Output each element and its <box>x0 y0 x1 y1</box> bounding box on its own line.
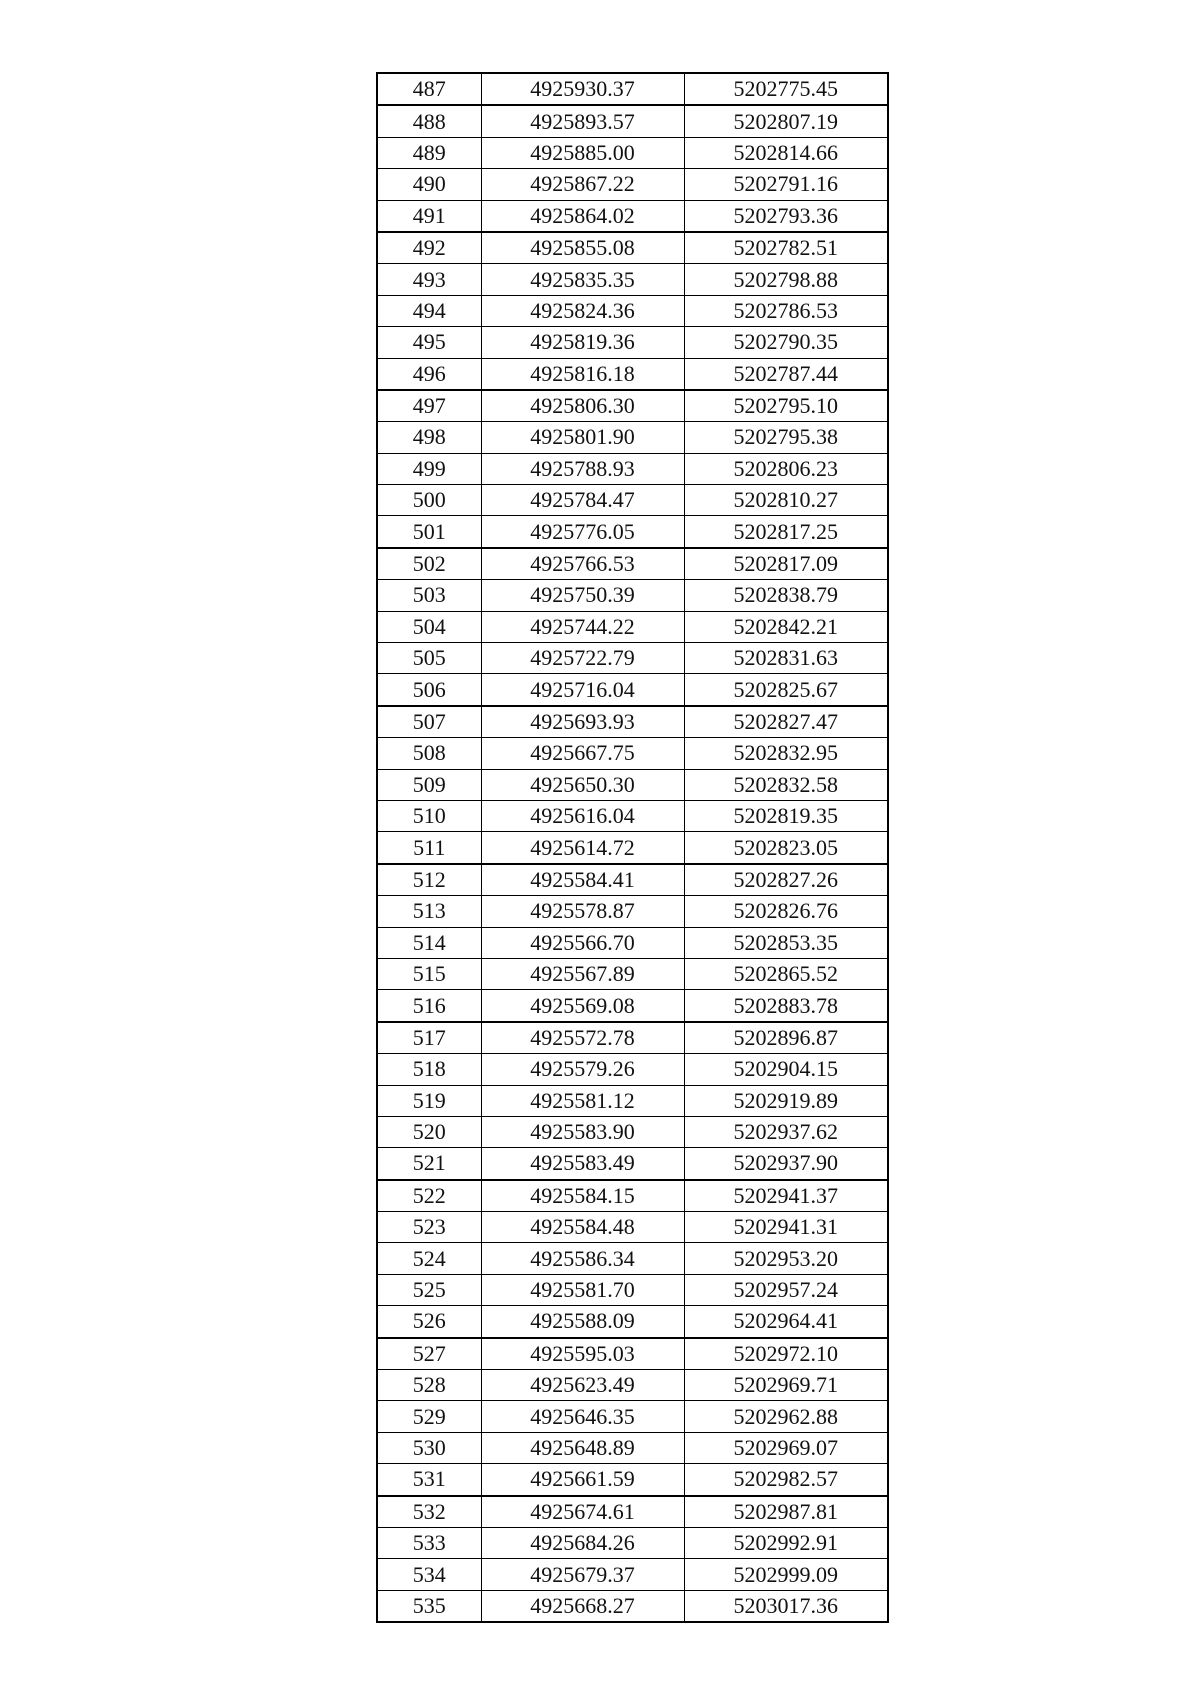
point-number-cell: 487 <box>377 73 481 105</box>
x-coordinate-cell: 4925930.37 <box>481 73 684 105</box>
point-number-cell: 515 <box>377 958 481 989</box>
x-coordinate-cell: 4925824.36 <box>481 295 684 326</box>
x-coordinate-cell: 4925584.41 <box>481 864 684 896</box>
table-row <box>377 769 888 800</box>
y-coordinate-cell: 5202823.05 <box>684 832 888 864</box>
y-coordinate-cell: 5202842.21 <box>684 611 888 642</box>
table-row <box>377 1054 888 1085</box>
table-row <box>377 358 888 390</box>
x-coordinate-cell: 4925816.18 <box>481 358 684 390</box>
point-number-cell: 491 <box>377 200 481 232</box>
table-row <box>377 1496 888 1528</box>
table-row <box>377 453 888 484</box>
x-coordinate-cell: 4925806.30 <box>481 390 684 422</box>
table-row <box>377 548 888 580</box>
y-coordinate-cell: 5202838.79 <box>684 580 888 611</box>
x-coordinate-cell: 4925646.35 <box>481 1401 684 1432</box>
x-coordinate-cell: 4925722.79 <box>481 643 684 674</box>
x-coordinate-cell: 4925661.59 <box>481 1464 684 1496</box>
x-coordinate-cell: 4925674.61 <box>481 1496 684 1528</box>
coordinate-table <box>376 72 889 1623</box>
table-row <box>377 1559 888 1590</box>
y-coordinate-cell: 5203017.36 <box>684 1590 888 1622</box>
y-coordinate-cell: 5202999.09 <box>684 1559 888 1590</box>
table-row <box>377 927 888 958</box>
x-coordinate-cell: 4925667.75 <box>481 738 684 769</box>
point-number-cell: 518 <box>377 1054 481 1085</box>
point-number-cell: 509 <box>377 769 481 800</box>
point-number-cell: 500 <box>377 485 481 516</box>
x-coordinate-cell: 4925784.47 <box>481 485 684 516</box>
point-number-cell: 510 <box>377 800 481 831</box>
point-number-cell: 497 <box>377 390 481 422</box>
x-coordinate-cell: 4925578.87 <box>481 896 684 927</box>
y-coordinate-cell: 5202896.87 <box>684 1022 888 1054</box>
x-coordinate-cell: 4925867.22 <box>481 169 684 200</box>
point-number-cell: 493 <box>377 264 481 295</box>
point-number-cell: 513 <box>377 896 481 927</box>
table-row <box>377 706 888 738</box>
point-number-cell: 535 <box>377 1590 481 1622</box>
y-coordinate-cell: 5202782.51 <box>684 232 888 264</box>
x-coordinate-cell: 4925567.89 <box>481 958 684 989</box>
x-coordinate-cell: 4925766.53 <box>481 548 684 580</box>
point-number-cell: 496 <box>377 358 481 390</box>
point-number-cell: 512 <box>377 864 481 896</box>
table-row <box>377 1338 888 1370</box>
x-coordinate-cell: 4925668.27 <box>481 1590 684 1622</box>
x-coordinate-cell: 4925581.12 <box>481 1085 684 1116</box>
y-coordinate-cell: 5202992.91 <box>684 1527 888 1558</box>
x-coordinate-cell: 4925788.93 <box>481 453 684 484</box>
x-coordinate-cell: 4925616.04 <box>481 800 684 831</box>
table-row <box>377 832 888 864</box>
x-coordinate-cell: 4925716.04 <box>481 674 684 706</box>
x-coordinate-cell: 4925586.34 <box>481 1243 684 1274</box>
x-coordinate-cell: 4925569.08 <box>481 990 684 1022</box>
table-row <box>377 958 888 989</box>
y-coordinate-cell: 5202969.07 <box>684 1432 888 1463</box>
x-coordinate-cell: 4925566.70 <box>481 927 684 958</box>
point-number-cell: 517 <box>377 1022 481 1054</box>
x-coordinate-cell: 4925583.90 <box>481 1116 684 1147</box>
x-coordinate-cell: 4925579.26 <box>481 1054 684 1085</box>
table-row <box>377 1432 888 1463</box>
y-coordinate-cell: 5202972.10 <box>684 1338 888 1370</box>
point-number-cell: 523 <box>377 1212 481 1243</box>
x-coordinate-cell: 4925595.03 <box>481 1338 684 1370</box>
table-row <box>377 1085 888 1116</box>
x-coordinate-cell: 4925801.90 <box>481 422 684 453</box>
y-coordinate-cell: 5202937.90 <box>684 1148 888 1180</box>
y-coordinate-cell: 5202987.81 <box>684 1496 888 1528</box>
point-number-cell: 514 <box>377 927 481 958</box>
table-row <box>377 864 888 896</box>
x-coordinate-cell: 4925581.70 <box>481 1274 684 1305</box>
y-coordinate-cell: 5202953.20 <box>684 1243 888 1274</box>
point-number-cell: 525 <box>377 1274 481 1305</box>
table-row <box>377 896 888 927</box>
y-coordinate-cell: 5202775.45 <box>684 73 888 105</box>
point-number-cell: 489 <box>377 137 481 168</box>
table-row <box>377 137 888 168</box>
table-row <box>377 1274 888 1305</box>
y-coordinate-cell: 5202937.62 <box>684 1116 888 1147</box>
y-coordinate-cell: 5202969.71 <box>684 1370 888 1401</box>
y-coordinate-cell: 5202827.26 <box>684 864 888 896</box>
y-coordinate-cell: 5202832.95 <box>684 738 888 769</box>
table-row <box>377 422 888 453</box>
x-coordinate-cell: 4925885.00 <box>481 137 684 168</box>
point-number-cell: 519 <box>377 1085 481 1116</box>
table-row <box>377 73 888 105</box>
x-coordinate-cell: 4925776.05 <box>481 516 684 548</box>
point-number-cell: 504 <box>377 611 481 642</box>
point-number-cell: 527 <box>377 1338 481 1370</box>
y-coordinate-cell: 5202962.88 <box>684 1401 888 1432</box>
x-coordinate-cell: 4925584.15 <box>481 1180 684 1212</box>
point-number-cell: 534 <box>377 1559 481 1590</box>
point-number-cell: 501 <box>377 516 481 548</box>
y-coordinate-cell: 5202806.23 <box>684 453 888 484</box>
point-number-cell: 521 <box>377 1148 481 1180</box>
x-coordinate-cell: 4925750.39 <box>481 580 684 611</box>
y-coordinate-cell: 5202817.25 <box>684 516 888 548</box>
point-number-cell: 524 <box>377 1243 481 1274</box>
point-number-cell: 495 <box>377 327 481 358</box>
y-coordinate-cell: 5202791.16 <box>684 169 888 200</box>
point-number-cell: 506 <box>377 674 481 706</box>
table-row <box>377 200 888 232</box>
point-number-cell: 499 <box>377 453 481 484</box>
table-row <box>377 1527 888 1558</box>
table-row <box>377 516 888 548</box>
table-row <box>377 1212 888 1243</box>
table-row <box>377 1180 888 1212</box>
point-number-cell: 490 <box>377 169 481 200</box>
y-coordinate-cell: 5202814.66 <box>684 137 888 168</box>
x-coordinate-cell: 4925614.72 <box>481 832 684 864</box>
y-coordinate-cell: 5202904.15 <box>684 1054 888 1085</box>
table-row <box>377 390 888 422</box>
x-coordinate-cell: 4925648.89 <box>481 1432 684 1463</box>
point-number-cell: 498 <box>377 422 481 453</box>
table-row <box>377 264 888 295</box>
table-row <box>377 1401 888 1432</box>
x-coordinate-cell: 4925588.09 <box>481 1306 684 1338</box>
x-coordinate-cell: 4925819.36 <box>481 327 684 358</box>
y-coordinate-cell: 5202832.58 <box>684 769 888 800</box>
y-coordinate-cell: 5202787.44 <box>684 358 888 390</box>
y-coordinate-cell: 5202957.24 <box>684 1274 888 1305</box>
x-coordinate-cell: 4925744.22 <box>481 611 684 642</box>
table-row <box>377 800 888 831</box>
point-number-cell: 526 <box>377 1306 481 1338</box>
point-number-cell: 492 <box>377 232 481 264</box>
x-coordinate-cell: 4925679.37 <box>481 1559 684 1590</box>
table-row <box>377 295 888 326</box>
y-coordinate-cell: 5202786.53 <box>684 295 888 326</box>
table-row <box>377 1022 888 1054</box>
x-coordinate-cell: 4925572.78 <box>481 1022 684 1054</box>
point-number-cell: 533 <box>377 1527 481 1558</box>
point-number-cell: 502 <box>377 548 481 580</box>
point-number-cell: 530 <box>377 1432 481 1463</box>
y-coordinate-cell: 5202825.67 <box>684 674 888 706</box>
y-coordinate-cell: 5202819.35 <box>684 800 888 831</box>
point-number-cell: 532 <box>377 1496 481 1528</box>
point-number-cell: 508 <box>377 738 481 769</box>
table-row <box>377 1306 888 1338</box>
point-number-cell: 494 <box>377 295 481 326</box>
table-row <box>377 105 888 137</box>
y-coordinate-cell: 5202964.41 <box>684 1306 888 1338</box>
x-coordinate-cell: 4925623.49 <box>481 1370 684 1401</box>
y-coordinate-cell: 5202807.19 <box>684 105 888 137</box>
point-number-cell: 520 <box>377 1116 481 1147</box>
table-row <box>377 1243 888 1274</box>
table-row <box>377 990 888 1022</box>
x-coordinate-cell: 4925684.26 <box>481 1527 684 1558</box>
table-row <box>377 674 888 706</box>
point-number-cell: 531 <box>377 1464 481 1496</box>
y-coordinate-cell: 5202853.35 <box>684 927 888 958</box>
table-row <box>377 1148 888 1180</box>
y-coordinate-cell: 5202865.52 <box>684 958 888 989</box>
y-coordinate-cell: 5202826.76 <box>684 896 888 927</box>
y-coordinate-cell: 5202817.09 <box>684 548 888 580</box>
table-row <box>377 738 888 769</box>
point-number-cell: 511 <box>377 832 481 864</box>
y-coordinate-cell: 5202919.89 <box>684 1085 888 1116</box>
point-number-cell: 516 <box>377 990 481 1022</box>
y-coordinate-cell: 5202810.27 <box>684 485 888 516</box>
table-row <box>377 232 888 264</box>
y-coordinate-cell: 5202793.36 <box>684 200 888 232</box>
table-row <box>377 485 888 516</box>
table-row <box>377 611 888 642</box>
point-number-cell: 522 <box>377 1180 481 1212</box>
table-row <box>377 327 888 358</box>
table-row <box>377 1370 888 1401</box>
point-number-cell: 507 <box>377 706 481 738</box>
y-coordinate-cell: 5202941.37 <box>684 1180 888 1212</box>
x-coordinate-cell: 4925835.35 <box>481 264 684 295</box>
y-coordinate-cell: 5202795.10 <box>684 390 888 422</box>
x-coordinate-cell: 4925650.30 <box>481 769 684 800</box>
coordinate-table-body <box>377 73 888 1622</box>
y-coordinate-cell: 5202795.38 <box>684 422 888 453</box>
point-number-cell: 503 <box>377 580 481 611</box>
y-coordinate-cell: 5202790.35 <box>684 327 888 358</box>
point-number-cell: 529 <box>377 1401 481 1432</box>
table-row <box>377 1116 888 1147</box>
point-number-cell: 528 <box>377 1370 481 1401</box>
x-coordinate-cell: 4925893.57 <box>481 105 684 137</box>
x-coordinate-cell: 4925855.08 <box>481 232 684 264</box>
table-row <box>377 1464 888 1496</box>
point-number-cell: 505 <box>377 643 481 674</box>
y-coordinate-cell: 5202827.47 <box>684 706 888 738</box>
table-row <box>377 643 888 674</box>
table-row <box>377 1590 888 1622</box>
y-coordinate-cell: 5202883.78 <box>684 990 888 1022</box>
x-coordinate-cell: 4925864.02 <box>481 200 684 232</box>
table-row <box>377 169 888 200</box>
x-coordinate-cell: 4925584.48 <box>481 1212 684 1243</box>
y-coordinate-cell: 5202941.31 <box>684 1212 888 1243</box>
y-coordinate-cell: 5202798.88 <box>684 264 888 295</box>
point-number-cell: 488 <box>377 105 481 137</box>
x-coordinate-cell: 4925693.93 <box>481 706 684 738</box>
y-coordinate-cell: 5202982.57 <box>684 1464 888 1496</box>
x-coordinate-cell: 4925583.49 <box>481 1148 684 1180</box>
table-row <box>377 580 888 611</box>
y-coordinate-cell: 5202831.63 <box>684 643 888 674</box>
